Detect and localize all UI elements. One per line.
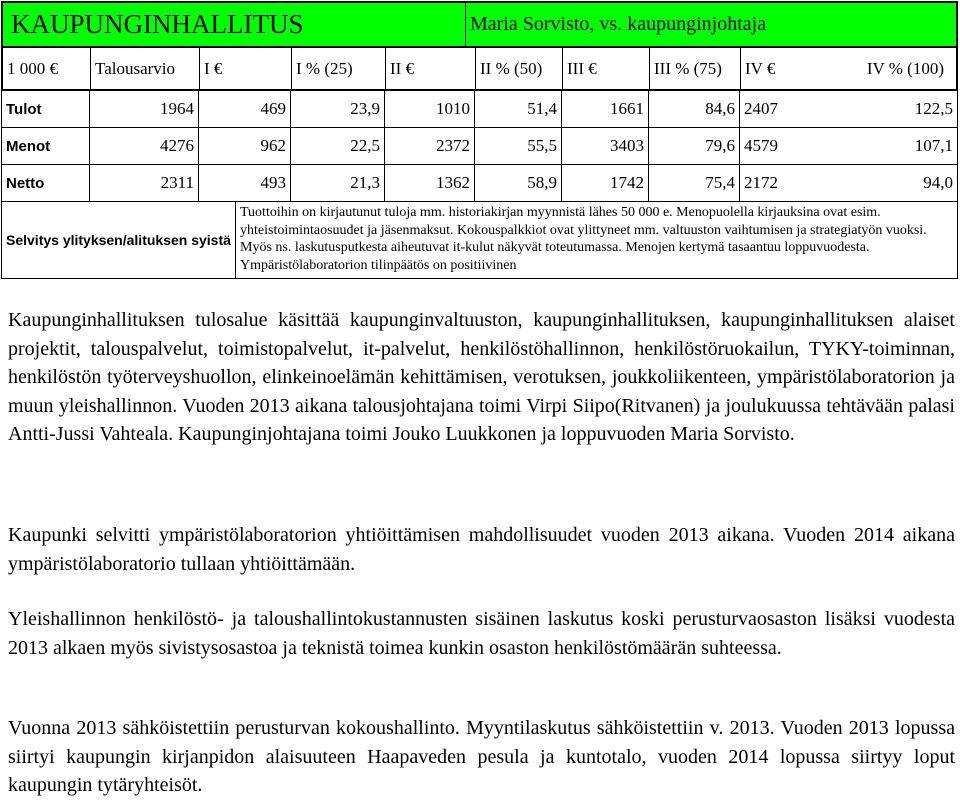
- variance-explanation-row: [1, 201, 958, 279]
- body-paragraph: Kaupunginhallituksen tulosalue käsittää kaupunginvaltuuston, kaupunginhallituksen, kaupunginhallituksen alaiset projektit, talouspalvelut, toimistopalvelut, it-palvelut, henkilöstöhallinnon, henkilöstöruokailun, TYKY-toiminnan, henkilöstön työterveyshuollon, elinkeinoelämän kehittämisen, verotuksen, joukkoliikenteen, ympäristölaboratorion ja muun yleishallinnon. Vuoden 2013 aikana talousjohtajana toimi Virpi Siipo(Ritvanen) ja joulukuussa tehtävään palasi Antti-Jussi Vahteala. Kaupunginjohtajana toimi Jouko Luukkonen ja loppuvuoden Maria Sorvisto.: [8, 309, 955, 445]
- column-header: Talousarvio: [91, 48, 200, 89]
- table-cell: 2407: [744, 99, 778, 118]
- body-paragraph: Vuonna 2013 sähköistettiin perusturvan kokoushallinto. Myyntilaskutus sähköistettiin v. 2013. Vuoden 2013 lopussa siirtyi kaupungin kirjanpidon alaisuuteen Haapaveden pesula ja kuntotalo, vuoden 2014 lopussa siirtyy loput kaupungin tytäryhteisöt.: [8, 717, 955, 796]
- table-cell: 4579: [744, 136, 778, 155]
- table-cell: 1010: [385, 91, 475, 127]
- column-header: III % (75): [650, 48, 741, 89]
- table-cell: 962: [199, 128, 291, 164]
- column-header: III €: [563, 48, 650, 89]
- body-paragraph: Yleishallinnon henkilöstö- ja taloushallintokustannusten sisäinen laskutus koski perusturvaosaston lisäksi vuodesta 2013 alkaen myös sivistysosastoa ja teknistä toimea kunkin osaston henkilöstömäärän suhteessa.: [8, 608, 955, 659]
- variance-explanation-label: Selvitys ylityksen/alituksen syistä: [2, 202, 236, 278]
- table-cell: 22,5: [291, 128, 385, 164]
- table-cell: 107,1: [914, 136, 953, 155]
- column-header-text: IV % (100): [866, 58, 944, 78]
- table-cell: 469: [199, 91, 291, 127]
- table-cell: 55,5: [475, 128, 562, 164]
- variance-explanation-text: Tuottoihin on kirjautunut tuloja mm. historiakirjan myynnistä lähes 50 000 e. Menopuolella kirjauksina ovat esim. yhteistoimintaosuudet ja jäsenmaksut. Kokouspalkkiot ovat ylittyneet mm. valtuuston vaihtumisen ja strategiatyön vuoksi. Myös ns. laskutusputkesta aiheutuvat it-kulut näkyvät toteutumassa. Menojen kertymä tasaantuu loppuvuodesta. Ympäristölaboratorion tilinpäätös on positiivinen: [240, 205, 927, 273]
- table-cell: 79,6: [649, 128, 740, 164]
- table-header-row: [1, 48, 958, 91]
- table-cell: 1742: [562, 165, 649, 201]
- column-header: 1 000 €: [3, 48, 91, 89]
- table-cell: 122,5: [914, 99, 953, 118]
- column-header: II €: [386, 48, 476, 89]
- table-cell: 58,9: [475, 165, 562, 201]
- row-label: Menot: [2, 128, 90, 164]
- table-title-row: [1, 1, 958, 48]
- column-header-text: IV €: [745, 58, 776, 78]
- body-paragraph: Kaupunki selvitti ympäristölaboratorion yhtiöittämisen mahdollisuudet vuoden 2013 aikana. Vuoden 2014 aikana ympäristölaboratorio tullaan yhtiöittämään.: [8, 524, 955, 575]
- responsible-person: Maria Sorvisto, vs. kaupunginjohtaja: [466, 3, 956, 46]
- table-row: [1, 165, 958, 201]
- table-cell: 75,4: [649, 165, 740, 201]
- column-header: I % (25): [292, 48, 386, 89]
- table-cell: 1964: [90, 91, 199, 127]
- table-cell: 1362: [385, 165, 475, 201]
- table-cell: 2311: [90, 165, 199, 201]
- table-cell: 84,6: [649, 91, 740, 127]
- column-header: II % (50): [476, 48, 563, 89]
- row-label: Netto: [2, 165, 90, 201]
- table-cell: 3403: [562, 128, 649, 164]
- table-cell: 4276: [90, 128, 199, 164]
- table-cell: 493: [199, 165, 291, 201]
- table-cell: 2172: [744, 173, 778, 192]
- table-row: [1, 128, 958, 165]
- table-cell-pair: [740, 91, 957, 127]
- table-cell-pair: [740, 128, 957, 164]
- table-cell: 51,4: [475, 91, 562, 127]
- table-cell: 23,9: [291, 91, 385, 127]
- column-header: [741, 48, 956, 89]
- table-cell: 1661: [562, 91, 649, 127]
- table-cell: 2372: [385, 128, 475, 164]
- table-cell: 21,3: [291, 165, 385, 201]
- table-row: [1, 91, 958, 128]
- table-cell: 94,0: [923, 173, 953, 192]
- table-cell-pair: [740, 165, 957, 201]
- row-label: Tulot: [2, 91, 90, 127]
- column-header: I €: [200, 48, 292, 89]
- unit-title: KAUPUNGINHALLITUS: [3, 3, 466, 46]
